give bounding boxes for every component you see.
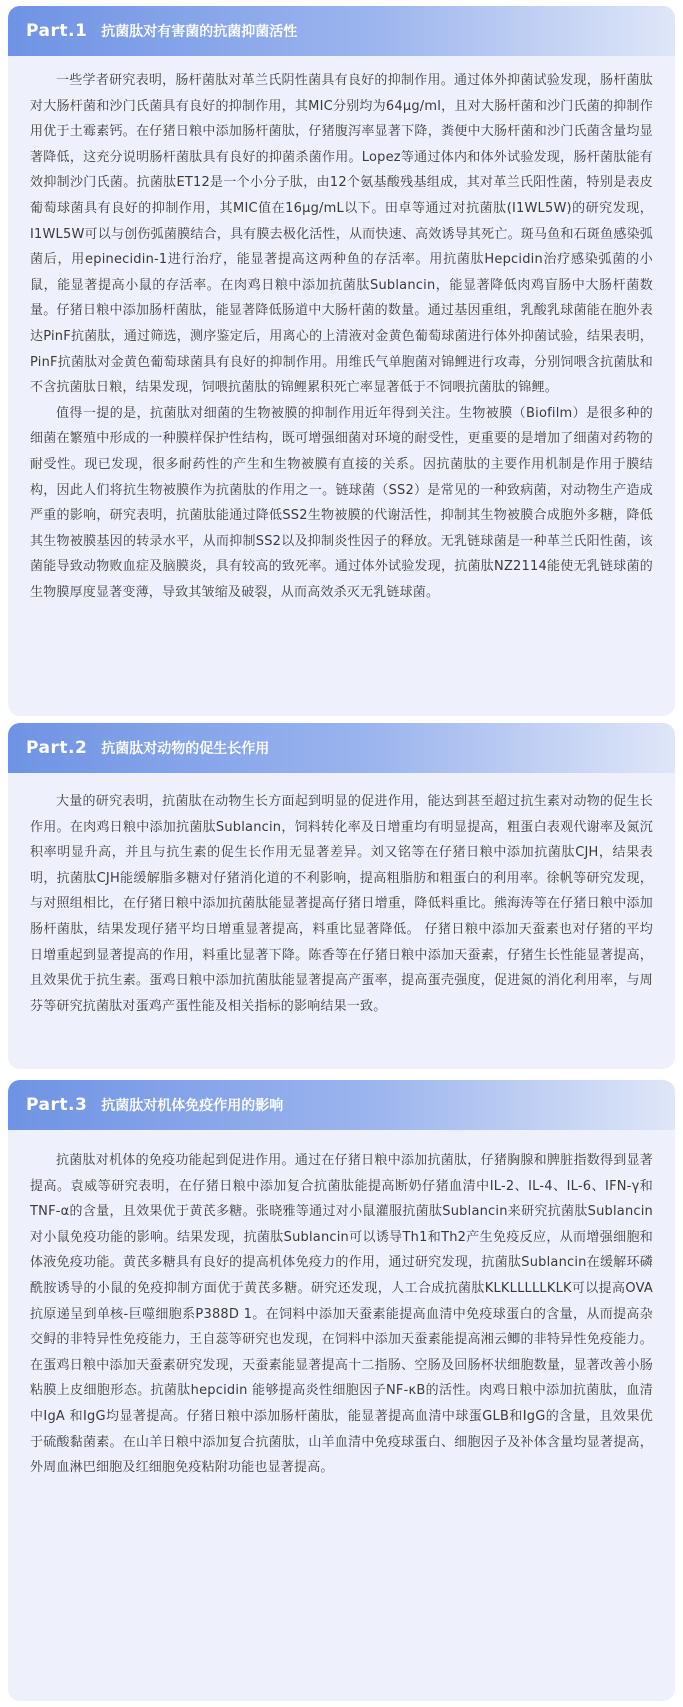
- section-title: 抗菌肽对有害菌的抗菌抑菌活性: [101, 24, 298, 40]
- paragraph: 值得一提的是，抗菌肽对细菌的生物被膜的抑制作用近年得到关注。生物被膜（Biofilm）是很多种的细菌在繁殖中形成的一种膜样保护性结构，既可增强细菌对环境的耐受性，更重要的是增加了细菌对药物的耐受性。现已发现，很多耐药性的产生和生物被膜有直接的关系。因抗菌肽的主要作用机制是作用于膜结构，因此人们将抗生物被膜作为抗菌肽的作用之一。链球菌（SS2）是常见的一种致病菌，对动物生产造成严重的影响，研究表明，抗菌肽能通过降低SS2生物被膜的代谢活性，抑制其生物被膜合成胞外多糖，降低其生物被膜基因的转录水平，从而抑制SS2以及抑制炎性因子的释放。无乳链球菌是一种革兰氏阳性菌，该菌能导致动物败血症及脑膜炎，具有较高的致死率。通过体外试验发现，抗菌肽NZ2114能使无乳链球菌的生物膜厚度显著变薄，导致其皱缩及破裂，从而高效杀灭无乳链球菌。: [30, 405, 653, 600]
- section-part-3: [8, 1080, 675, 1701]
- section-part-1: [8, 6, 675, 716]
- section-title: 抗菌肽对动物的促生长作用: [101, 741, 270, 757]
- part-number: Part.3: [26, 1095, 88, 1115]
- section-header: [8, 1080, 675, 1130]
- part-number: Part.2: [26, 738, 88, 758]
- section-header: [8, 723, 675, 773]
- section-title: 抗菌肽对机体免疫作用的影响: [101, 1098, 284, 1114]
- section-body: [8, 56, 675, 605]
- paragraph: 大量的研究表明，抗菌肽在动物生长方面起到明显的促进作用，能达到甚至超过抗生素对动物的促生长作用。在肉鸡日粮中添加抗菌肽Sublancin，饲料转化率及日增重均有明显提高，粗蛋白表观代谢率及氮沉积率明显升高，并且与抗生素的促生长作用无显著差异。刘又铭等在仔猪日粮中添加抗菌肽CJH，结果表明，抗菌肽CJH能缓解脂多糖对仔猪消化道的不利影响，提高粗脂肪和粗蛋白的利用率。徐帆等研究发现，与对照组相比，在仔猪日粮中添加抗菌肽能显著提高仔猪日增重，降低料重比。熊海涛等在仔猪日粮中添加肠杆菌肽，结果发现仔猪平均日增重显著提高，料重比显著降低。 仔猪日粮中添加天蚕素也对仔猪的平均日增重起到显著提高的作用，料重比显著下降。陈香等在仔猪日粮中添加天蚕素，仔猪生长性能显著提高，且效果优于抗生素。蛋鸡日粮中添加抗菌肽能显著提高产蛋率，提高蛋壳强度，促进氮的消化利用率，与周芬等研究抗菌肽对蛋鸡产蛋性能及相关指标的影响结果一致。: [30, 794, 653, 1014]
- paragraph: 一些学者研究表明，肠杆菌肽对革兰氏阴性菌具有良好的抑制作用。通过体外抑菌试验发现，肠杆菌肽对大肠杆菌和沙门氏菌具有良好的抑制作用，其MIC分别均为64μg/ml，且对大肠杆菌和沙门氏菌的抑制作用优于土霉素钙。在仔猪日粮中添加肠杆菌肽，仔猪腹泻率显著下降，粪便中大肠杆菌和沙门氏菌含量均显著降低，这充分说明肠杆菌肽具有良好的抑菌杀菌作用。Lopez等通过体内和体外试验发现，肠杆菌肽能有效抑制沙门氏菌。抗菌肽ET12是一个小分子肽，由12个氨基酸残基组成，其对革兰氏阳性菌，特别是表皮葡萄球菌具有良好的抑制作用，其MIC值在16μg/mL以下。田卓等通过对抗菌肽(I1WL5W)的研究发现，I1WL5W可以与创伤弧菌膜结合，具有膜去极化活性，从而快速、高效诱导其死亡。斑马鱼和石斑鱼感染弧菌后，用epinecidin-1进行治疗，能显著提高这两种鱼的存活率。用抗菌肽Hepcidin治疗感染弧菌的小鼠，能显著提高小鼠的存活率。在肉鸡日粮中添加抗菌肽Sublancin，能显著降低肉鸡盲肠中大肠杆菌数量。仔猪日粮中添加肠杆菌肽，能显著降低肠道中大肠杆菌的数量。通过基因重组，乳酸乳球菌能在胞外表达PinF抗菌肽，通过筛选，测序鉴定后，用离心的上清液对金黄色葡萄球菌进行体外抑菌试验，结果表明，PinF抗菌肽对金黄色葡萄球菌具有良好的抑制作用。用维氏气单胞菌对锦鲤进行攻毒，分别饲喂含抗菌肽和不含抗菌肽日粮，结果发现，饲喂抗菌肽的锦鲤累积死亡率显著低于不饲喂抗菌肽的锦鲤。: [30, 73, 653, 396]
- paragraph: 抗菌肽对机体的免疫功能起到促进作用。通过在仔猪日粮中添加抗菌肽，仔猪胸腺和脾脏指数得到显著提高。袁威等研究表明，在仔猪日粮中添加复合抗菌肽能提高断奶仔猪血清中IL-2、IL-4、IL-6、IFN-γ和TNF-α的含量，且效果优于黄芪多糖。张晓雅等通过对小鼠灌服抗菌肽Sublancin来研究抗菌肽Sublancin对小鼠免疫功能的影响。结果发现，抗菌肽Sublancin可以诱导Th1和Th2产生免疫反应，从而增强细胞和体液免疫功能。黄芪多糖具有良好的提高机体免疫力的作用，通过研究发现，抗菌肽Sublancin在缓解环磷酰胺诱导的小鼠的免疫抑制方面优于黄芪多糖。研究还发现，人工合成抗菌肽KLKLLLLLKLK可以提高OVA抗原递呈到单核-巨噬细胞系P388D 1。在饲料中添加天蚕素能提高血清中免疫球蛋白的含量，从而提高杂交鲟的非特异性免疫能力，王自蕊等研究也发现，在饲料中添加天蚕素能提高湘云鲫的非特异性免疫能力。在蛋鸡日粮中添加天蚕素研究发现，天蚕素能显著提高十二指肠、空肠及回肠杯状细胞数量，显著改善小肠粘膜上皮细胞形态。抗菌肽hepcidin 能够提高炎性细胞因子NF-κB的活性。肉鸡日粮中添加抗菌肽，血清中IgA 和IgG均显著提高。仔猪日粮中添加肠杆菌肽，能显著提高血清中球蛋GLB和IgG的含量，且效果优于硫酸黏菌素。在山羊日粮中添加复合抗菌肽，山羊血清中免疫球蛋白、细胞因子及补体含量均显著提高，外周血淋巴细胞及红细胞免疫粘附功能也显著提高。: [30, 1153, 653, 1476]
- part-number: Part.1: [26, 21, 88, 41]
- section-part-2: [8, 723, 675, 1069]
- section-body: [8, 773, 675, 1019]
- section-body: [8, 1130, 675, 1481]
- section-header: [8, 6, 675, 56]
